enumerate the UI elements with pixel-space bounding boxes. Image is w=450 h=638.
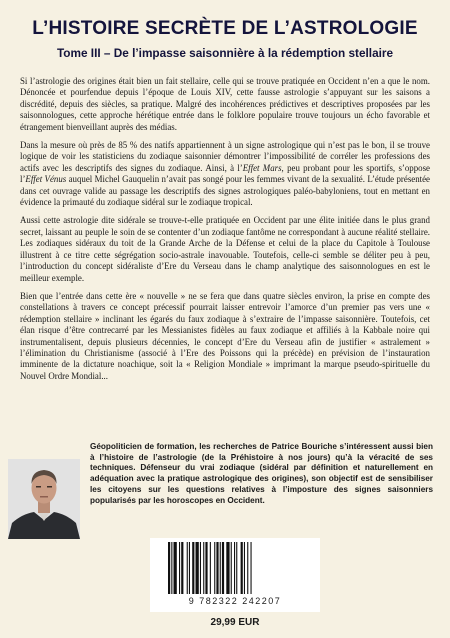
barcode-bar: [203, 542, 204, 594]
barcode-bar: [189, 542, 190, 594]
barcode-bar: [241, 542, 243, 594]
author-section: [0, 436, 450, 528]
paragraph-2: [20, 140, 430, 208]
barcode-bar: [187, 542, 188, 594]
barcode-bar: [174, 542, 177, 594]
barcode-bar: [192, 542, 194, 594]
author-bio: Géopoliticien de formation, les recherches de Patrice Bouriche s’intéressent aussi bien à l’histoire de l’astrologie (de la Préhistoire à nos jours) qu’à la véracité de ses techniques. Défenseur du vrai zodiaque (sidéral par définition et naturellement en adéquation avec la pratique astrologique des origines), son objectif est de sensibiliser les citoyens sur les questions relatives à l’imposture des signes saisonniers popularisés par les horoscopes en Occident.: [90, 442, 433, 505]
barcode-bars: [168, 542, 302, 594]
barcode-bar: [234, 542, 235, 594]
paragraph-2-part-b: , peu probant pour les sportifs, s’oppose l’: [20, 162, 430, 185]
barcode-bar: [222, 542, 224, 594]
barcode-bar: [168, 542, 170, 594]
book-subtitle: Tome III – De l’impasse saisonnière à la rédemption stellaire: [56, 46, 394, 60]
barcode-bar: [205, 542, 207, 594]
barcode-bar: [214, 542, 215, 594]
paragraph-2-part-a: Dans la mesure où près de 85 % des natifs appartiennent à un signe astrologique qui n’est pas le bon, il se trouve logique de voir les statisticiens du zodiaque saisonnier démontrer l’impossibilité de corréler les professions des actifs avec les descriptifs des signes du zodiaque. Ainsi, à l’: [20, 140, 430, 173]
barcode-bar: [200, 542, 201, 594]
back-cover-text: [20, 76, 430, 389]
barcode-bar: [251, 542, 252, 594]
barcode-bar: [210, 542, 211, 594]
barcode-bar: [196, 542, 199, 594]
effet-mars-emphasis: Effet Mars: [242, 162, 282, 173]
barcode-bar: [179, 542, 180, 594]
paragraph-1: Si l’astrologie des origines était bien un fait stellaire, celle qui se trouve pratiquée en Occident n’en a que le nom. Dénoncée et pourfendue depuis l’époque de Louis XIV, cette fausse astrologie s’appuyant sur les saisons a discrédité, depuis des siècles, sa pratique. Malgré des incohérences prédictives et descriptives proposées par les saisonnologues, cette approche hérétique entrée dans le folklore populaire trouve toujours un écho favorable et étrangement bienveillant auprès des médias.: [20, 76, 430, 132]
barcode-bar: [247, 542, 248, 594]
effet-venus-emphasis: Effet Vénus: [25, 174, 67, 185]
isbn-digits: 9 782322 242207: [188, 596, 282, 606]
barcode-bar: [231, 542, 232, 594]
barcode-bar: [226, 542, 229, 594]
isbn-barcode: [150, 538, 320, 612]
barcode-bar: [244, 542, 245, 594]
price: 29,99 EUR: [210, 617, 260, 628]
paragraph-3: Aussi cette astrologie dite sidérale se trouve-t-elle pratiquée en Occident par une élite initiée dans le plus grand secret, laissant au peuple le soin de se contenter d’un zodiaque fantôme ne correspondant à aucune réalité stellaire. Les zodiaques sidéraux du toit de la Grande Arche de la Défense et celui de la place du Capitole à Toulouse illustrent à ce titre cette ségrégation socio-astrale inavouable. Toutefois, celle-ci semble se déliter peu à peu, l’introduction du concept sidéraliste d’Ere du Verseau dans le champ analytique des saisonnologues en est le meilleur exemple.: [20, 215, 430, 283]
barcode-bar: [216, 542, 218, 594]
paragraph-4: Bien que l’entrée dans cette ère « nouvelle » ne se fera que dans quatre siècles environ, la prise en compte des constellations à travers ce concept précessif pourrait laisser entrevoir l’amorce d’un premier pas vers une « rédemption stellaire » inclinant les égarés du faux zodiaque à s’extraire de l’impasse saisonnière. Toutefois, cet élan risque d’être contrecarré par les Messianistes fidèles au faux zodiaque et affiliés à la Kabbale noire qui instrumentalisent, depuis plusieurs décennies, le concept d’Ere du Verseau afin de justifier « astralement » l’élimination du Christianisme (associé à l’Ere des Poissons qui la précède) en prévision de l’instauration imminente de la dictature noachique, soit la « Religion Mondiale » imprimant la marque pseudo-spirituelle du Nouvel Ordre Mondial...: [20, 290, 430, 381]
barcode-bar: [220, 542, 221, 594]
paragraph-2-part-c: auquel Michel Gauquelin n’avait pas songé pour les femmes vivant de la sexualité. L’étude présentée dans cet ouvrage valide au passage les descriptifs des signes astrologiques paléo-babyloniens, tout en mettant en évidence la primauté du zodiaque sidéral sur le zodiaque tropical.: [20, 174, 430, 208]
book-title: L’HISTOIRE SECRÈTE DE L’ASTROLOGIE: [32, 18, 418, 39]
barcode-bar: [181, 542, 183, 594]
barcode-bar: [171, 542, 172, 594]
barcode-bar: [236, 542, 237, 594]
author-photo: [8, 459, 80, 539]
